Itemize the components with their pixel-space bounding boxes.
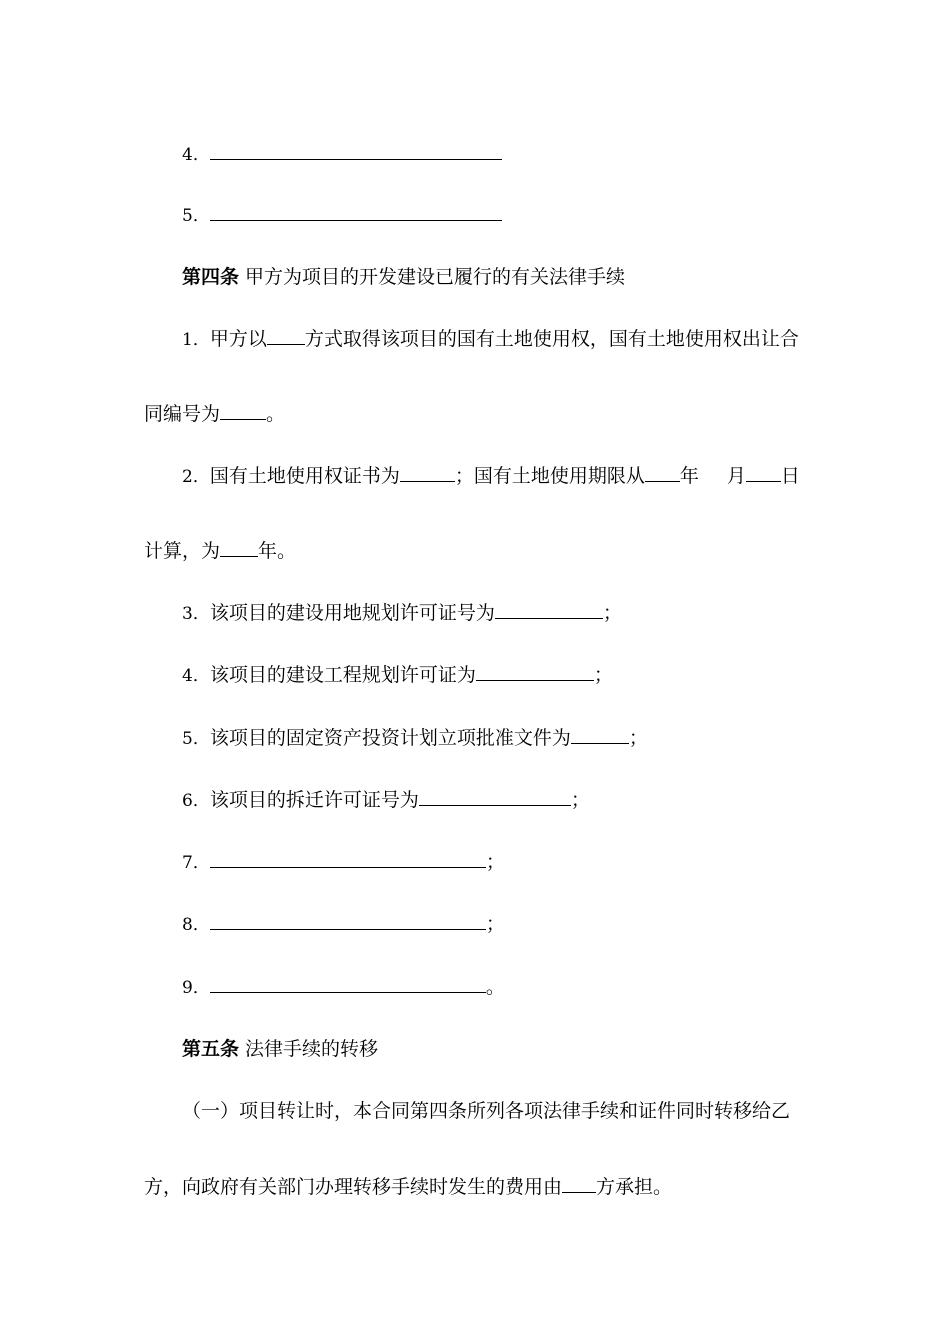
item-number: 9． [182,978,210,998]
item-number: 8． [182,915,210,935]
clause-text: 日 [780,465,800,487]
clause-text: 该项目的建设用地规划许可证号为 [209,602,495,624]
fill-blank[interactable] [210,849,486,868]
clause-text: 年 [679,465,699,487]
fill-blank[interactable] [267,326,305,345]
fill-blank[interactable] [220,538,258,557]
clause-text: 月 [726,465,746,487]
clause-2-cont [144,538,296,564]
article-title: 甲方为项目的开发建设已履行的有关法律手续 [239,266,626,288]
clause-text: 该项目的建设工程规划许可证为 [209,664,476,686]
fill-blank[interactable] [400,463,455,482]
item-4-blank [182,141,502,168]
clause-9 [182,974,505,1001]
item-number: 1． [182,330,210,350]
clause-text: 方式取得该项目的国有土地使用权，国有土地使用权出让合 [304,328,799,350]
fill-blank[interactable] [210,974,486,993]
article-5-heading [182,1036,378,1062]
clause-text: 甲方以 [209,328,267,350]
item-number: 5． [182,206,210,226]
clause-text: 。 [485,976,505,998]
clause-text: 该项目的拆迁许可证号为 [209,789,419,811]
article-label: 第四条 [182,266,240,288]
clause-4 [182,662,613,689]
article-title: 法律手续的转移 [239,1038,379,1060]
item-number: 7． [182,853,210,873]
fill-blank[interactable] [210,911,486,930]
article-label: 第五条 [182,1038,240,1060]
clause-3 [182,600,622,627]
clause-text: ； [593,664,613,686]
fill-blank[interactable] [746,463,781,482]
clause-text: ； [602,602,622,624]
clause-text: ；国有土地使用期限从 [454,465,645,487]
clause-text: ； [570,789,590,811]
item-number: 5． [182,729,210,749]
item-number: 4． [182,145,210,165]
clause-7 [182,849,505,876]
clause-text: 该项目的固定资产投资计划立项批准文件为 [209,727,571,749]
fill-blank[interactable] [495,600,603,619]
clause-text: ； [628,727,648,749]
item-number: 6． [182,791,210,811]
fill-blank[interactable] [210,141,502,160]
clause-text: ； [485,913,505,935]
fill-blank[interactable] [562,1174,596,1193]
article-4-heading [182,264,625,290]
clause-text: 方，向政府有关部门办理转移手续时发生的费用由 [144,1176,563,1198]
clause-text: 国有土地使用权证书为 [209,465,400,487]
clause-5 [182,725,648,752]
fill-blank[interactable] [645,463,680,482]
clause-text: 计算，为 [144,540,221,562]
clause-text: ； [485,851,505,873]
item-number: 2． [182,467,210,487]
clause-1 [182,326,799,353]
clause-6 [182,787,590,814]
clause-8 [182,911,505,938]
clause-1-cont [144,401,285,427]
fill-blank[interactable] [210,202,502,221]
clause-text: 方承担。 [596,1176,673,1198]
clause-text: 年。 [258,540,297,562]
fill-blank[interactable] [571,725,629,744]
clause-text: 。 [266,403,286,425]
item-5-blank [182,202,502,229]
fill-blank[interactable] [476,662,594,681]
fill-blank[interactable] [419,787,571,806]
clause-text: 同编号为 [144,403,221,425]
clause-2 [182,463,800,490]
clause-text: （一）项目转让时，本合同第四条所列各项法律手续和证件同时转移给乙 [182,1100,791,1122]
item-number: 4． [182,666,210,686]
clause-transfer [182,1098,790,1124]
fill-blank[interactable] [220,401,266,420]
item-number: 3． [182,604,210,624]
clause-transfer-cont [144,1174,672,1200]
